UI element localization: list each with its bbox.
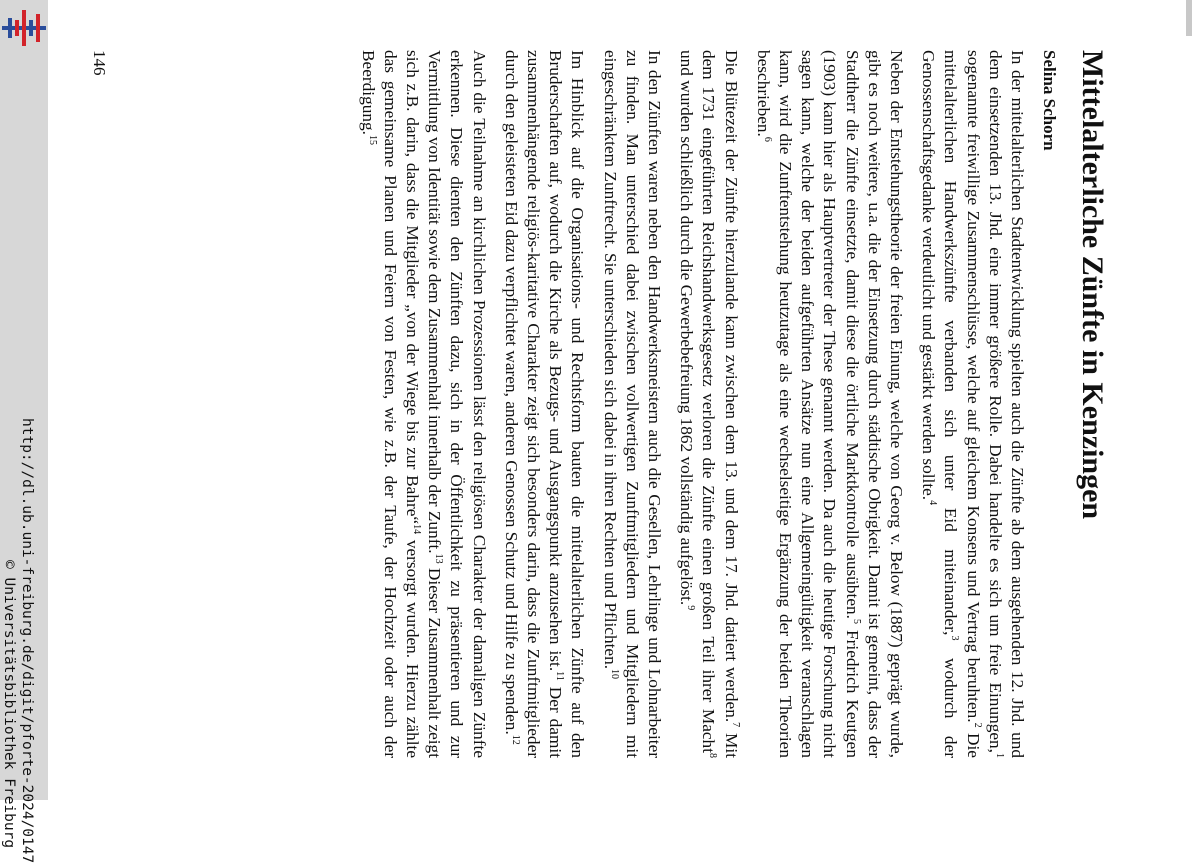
paragraph-text: Die Blütezeit der Zünfte hierzulande kann zwischen dem 13. und dem 17. Jhd. datiert werden. bbox=[721, 50, 741, 723]
paragraph-text: Dieser Zusammenhalt zeigt sich z.B. darin, dass die Mitglieder „von der Wiege bis zur Bahre“ bbox=[402, 50, 445, 758]
paragraph-text: wodurch der Genossenschaftsgedanke verdeutlicht und gestärkt werden sollte. bbox=[919, 50, 961, 758]
footnote-marker: 7 bbox=[729, 722, 741, 728]
body-paragraph bbox=[500, 50, 589, 758]
footnote-marker: 8 bbox=[707, 753, 719, 758]
document-url[interactable]: http://dl.ub.uni-freiburg.de/digit/pforte-2024/0147 bbox=[19, 418, 35, 863]
body-paragraph bbox=[752, 50, 907, 758]
footnote-marker: 1 bbox=[993, 753, 1005, 758]
page-number: 146 bbox=[90, 50, 109, 76]
footnote-marker: 2 bbox=[971, 722, 983, 728]
footnote-marker: 12 bbox=[509, 734, 521, 745]
paragraph-text: In den Zünften waren neben den Handwerksmeistern auch die Gesellen, Lehrlinge und Lohnarbeiter zu finden. Man unterschied dabei zwischen vollwertigen Zunftmitgliedern und Mitgliedern mit eingeschränktem Zunftrecht. Sie unterschieden sich dabei in ihren Rechten und Pflichten. bbox=[600, 50, 664, 758]
copyright-notice: © Universitätsbibliothek Freiburg bbox=[1, 560, 17, 849]
paragraph-text: Friedrich Keutgen (1903) kann hier als Hauptvertreter der These genannt werden. Da auch die heutige Forschung nicht sagen kann, welche der beiden aufgeführten Ansätze nun eine Allgemeingültigkeit veranschlagen kann, wird die Zunftentstehung heutzutage als eine wechselseitige Ergänzung der beiden Theorien beschrieben. bbox=[753, 50, 862, 758]
footnote-marker: 6 bbox=[761, 136, 773, 142]
university-logo-icon bbox=[2, 6, 46, 50]
footnote-marker: 5 bbox=[850, 618, 862, 624]
footnote-marker: 10 bbox=[608, 669, 620, 680]
paragraph-text: Auch die Teilnahme an kirchlichen Prozessionen lässt den religiösen Charakter der damaligen Zünfte erkennen. Diese dienten den Zünften dazu, sich in der Öffentlichkeit zu präsentieren und zur Vermittlung von Identität sowie dem Zusammenhalt innerhalb der Zunft. bbox=[425, 50, 489, 758]
rotated-page bbox=[80, 50, 1110, 760]
paragraph-text: Die mittelalterlichen Handwerkszünfte verbanden sich unter Eid miteinander, bbox=[941, 50, 983, 758]
page-title: Mittelalterliche Zünfte in Kenzingen bbox=[1076, 50, 1109, 520]
page-body bbox=[346, 50, 1028, 758]
body-paragraph bbox=[356, 50, 489, 758]
paragraph-text: versorgt wurden. Hierzu zählte das gemeinsame Planen und Feiern von Festen, wie z.B. der Taufe, der Hochzeit oder auch der Beerdigung. bbox=[358, 50, 422, 759]
paragraph-text: und wurden schließlich durch die Gewerbebefreiung 1862 vollständig aufgelöst. bbox=[677, 50, 697, 606]
footnote-marker: 11 bbox=[553, 671, 565, 681]
paragraph-text: Der damit zusammenhängende religiös-karitative Charakter zeigt sich besonders darin, dass die Zunftmitglieder durch den geleisteten Eid dazu verpflichtet waren, anderen Genossen Schutz und Hilfe zu spenden. bbox=[501, 50, 566, 758]
paragraph-text: Neben der Entstehungstheorie der freien Einung, welche von Georg v. Below (1887) geprägt wurde, gibt es noch weitere, u.a. die der Einsetzung durch städtische Obrigkeit. Damit ist gemeint, dass der Stadtherr die Zünfte einsetzte, damit diese die örtliche Marktkontrolle ausübten. bbox=[842, 50, 906, 758]
paragraph-text: In der mittelalterlichen Stadtentwicklung spielten auch die Zünfte ab dem ausgehenden 12. Jhd. und dem einsetzenden 13. Jhd. eine immer größere Rolle. Dabei handelte es sich um freie Einungen, bbox=[985, 50, 1027, 758]
body-paragraph bbox=[598, 50, 665, 758]
footnote-marker: 9 bbox=[684, 605, 696, 611]
scroll-edge bbox=[1186, 0, 1192, 36]
footnote-marker: 3 bbox=[949, 635, 961, 641]
footnote-marker: 13 bbox=[432, 553, 444, 564]
footnote-marker: 15 bbox=[366, 134, 378, 145]
author-name: Selina Schorn bbox=[1040, 50, 1059, 151]
body-paragraph bbox=[917, 50, 1028, 758]
body-paragraph bbox=[675, 50, 742, 758]
paragraph-text: Im Hinblick auf die Organisations- und Rechtsform bauten die mittelalterlichen Zünfte auf den Bruderschaften auf, wodurch die Kirche als Bezugs- und Ausgangspunkt anzusehen ist. bbox=[546, 50, 588, 758]
footnote-marker: 4 bbox=[926, 500, 938, 506]
footnote-marker: 14 bbox=[410, 524, 422, 535]
paragraph-text: Mit dem 1731 eingeführten Reichshandwerksgesetz verloren die Zünfte einen großen Teil ihrer Macht bbox=[699, 50, 741, 758]
paragraph-text: sogenannte freiwillige Zusammenschlüsse, welche auf gleichem Konsens und Vertrag beruhten. bbox=[963, 50, 983, 723]
